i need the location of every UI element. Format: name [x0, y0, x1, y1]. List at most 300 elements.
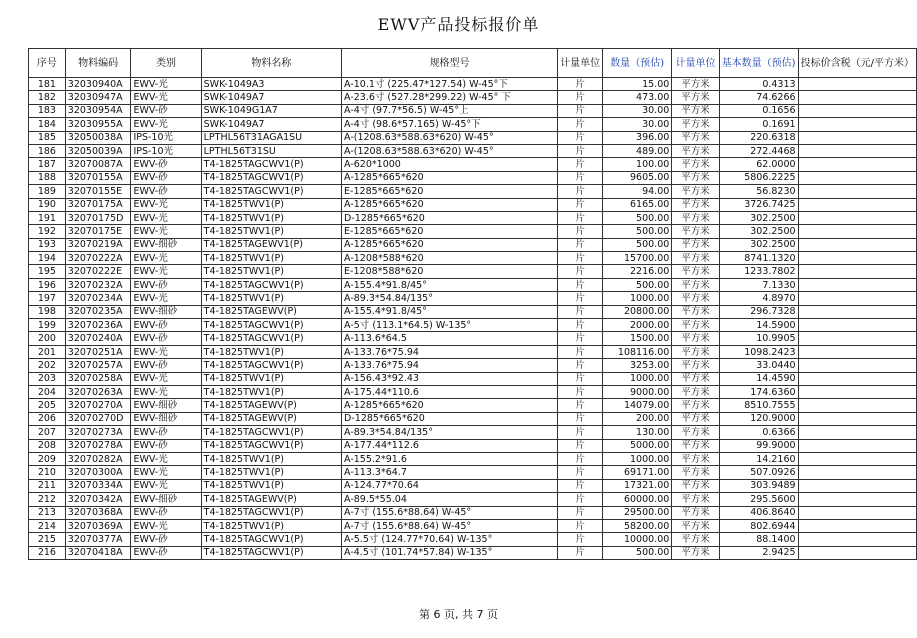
header-material-code: 物料编码 [65, 49, 131, 78]
cell-spec: A-4寸 (97.7*56.5) W-45°上 [342, 104, 558, 117]
table-row [29, 158, 917, 171]
cell-bid-price [798, 104, 916, 117]
cell-material-name: T4-1825TAGCWV1(P) [201, 319, 341, 332]
cell-unit: 片 [558, 546, 603, 559]
cell-unit: 片 [558, 171, 603, 184]
cell-base-quantity: 56.8230 [719, 185, 798, 198]
cell-material-name: T4-1825TAGCWV1(P) [201, 359, 341, 372]
table-row [29, 479, 917, 492]
cell-unit: 片 [558, 332, 603, 345]
table-row [29, 171, 917, 184]
cell-measure-unit: 平方米 [672, 319, 719, 332]
cell-unit: 片 [558, 118, 603, 131]
cell-material-name: T4-1825TAGEWV(P) [201, 412, 341, 425]
cell-bid-price [798, 466, 916, 479]
cell-spec: A-113.6*64.5 [342, 332, 558, 345]
cell-material-code: 32070251A [65, 345, 131, 358]
cell-seq: 205 [29, 399, 66, 412]
header-material-name: 物料名称 [201, 49, 341, 78]
cell-seq: 192 [29, 225, 66, 238]
cell-measure-unit: 平方米 [672, 359, 719, 372]
cell-seq: 209 [29, 452, 66, 465]
cell-category: EWV-砂 [131, 506, 201, 519]
cell-material-name: T4-1825TWV1(P) [201, 479, 341, 492]
cell-quantity: 60000.00 [603, 493, 672, 506]
cell-base-quantity: 14.4590 [719, 372, 798, 385]
table-row [29, 493, 917, 506]
cell-bid-price [798, 185, 916, 198]
cell-spec: A-175.44*110.6 [342, 385, 558, 398]
cell-category: EWV-细砂 [131, 493, 201, 506]
table-row [29, 533, 917, 546]
cell-category: EWV-砂 [131, 278, 201, 291]
cell-quantity: 489.00 [603, 144, 672, 157]
cell-quantity: 94.00 [603, 185, 672, 198]
cell-spec: A-113.3*64.7 [342, 466, 558, 479]
cell-material-name: SWK-1049G1A7 [201, 104, 341, 117]
cell-measure-unit: 平方米 [672, 412, 719, 425]
table-row [29, 292, 917, 305]
cell-material-name: T4-1825TAGCWV1(P) [201, 332, 341, 345]
cell-material-name: T4-1825TWV1(P) [201, 452, 341, 465]
table-row [29, 211, 917, 224]
header-category: 类别 [131, 49, 201, 78]
cell-base-quantity: 296.7328 [719, 305, 798, 318]
cell-material-code: 32070235A [65, 305, 131, 318]
table-row [29, 78, 917, 91]
cell-quantity: 108116.00 [603, 345, 672, 358]
table-row [29, 385, 917, 398]
cell-bid-price [798, 238, 916, 251]
cell-material-code: 32070222E [65, 265, 131, 278]
cell-material-name: LPTHL56T31SU [201, 144, 341, 157]
cell-material-name: T4-1825TAGCWV1(P) [201, 439, 341, 452]
table-row [29, 412, 917, 425]
cell-spec: A-133.76*75.94 [342, 359, 558, 372]
cell-seq: 199 [29, 319, 66, 332]
cell-material-name: T4-1825TAGEWV1(P) [201, 238, 341, 251]
cell-spec: A-89.3*54.84/135° [342, 426, 558, 439]
cell-bid-price [798, 506, 916, 519]
cell-seq: 191 [29, 211, 66, 224]
cell-material-name: T4-1825TWV1(P) [201, 345, 341, 358]
cell-quantity: 200.00 [603, 412, 672, 425]
cell-measure-unit: 平方米 [672, 533, 719, 546]
cell-quantity: 9605.00 [603, 171, 672, 184]
cell-measure-unit: 平方米 [672, 385, 719, 398]
cell-measure-unit: 平方米 [672, 265, 719, 278]
cell-category: EWV-光 [131, 452, 201, 465]
page-footer: 第 6 页, 共 7 页 [419, 608, 498, 621]
cell-material-code: 32030940A [65, 78, 131, 91]
cell-category: EWV-光 [131, 265, 201, 278]
cell-material-code: 32070087A [65, 158, 131, 171]
cell-material-code: 32070232A [65, 278, 131, 291]
cell-quantity: 29500.00 [603, 506, 672, 519]
cell-unit: 片 [558, 278, 603, 291]
cell-material-name: T4-1825TWV1(P) [201, 292, 341, 305]
header-base-quantity: 基本数量（预估) [719, 49, 798, 78]
cell-measure-unit: 平方米 [672, 185, 719, 198]
cell-measure-unit: 平方米 [672, 305, 719, 318]
table-row [29, 519, 917, 532]
cell-spec: D-1285*665*620 [342, 412, 558, 425]
cell-seq: 186 [29, 144, 66, 157]
cell-seq: 204 [29, 385, 66, 398]
cell-category: EWV-砂 [131, 426, 201, 439]
table-body [29, 78, 917, 560]
cell-unit: 片 [558, 519, 603, 532]
cell-measure-unit: 平方米 [672, 198, 719, 211]
cell-spec: A-(1208.63*588.63*620) W-45° [342, 131, 558, 144]
cell-seq: 195 [29, 265, 66, 278]
cell-measure-unit: 平方米 [672, 332, 719, 345]
cell-bid-price [798, 372, 916, 385]
cell-material-code: 32070175D [65, 211, 131, 224]
cell-base-quantity: 5806.2225 [719, 171, 798, 184]
cell-material-code: 32030947A [65, 91, 131, 104]
cell-bid-price [798, 426, 916, 439]
cell-bid-price [798, 345, 916, 358]
cell-bid-price [798, 479, 916, 492]
cell-quantity: 5000.00 [603, 439, 672, 452]
cell-bid-price [798, 131, 916, 144]
cell-bid-price [798, 359, 916, 372]
cell-bid-price [798, 399, 916, 412]
table-row [29, 466, 917, 479]
cell-base-quantity: 1233.7802 [719, 265, 798, 278]
cell-unit: 片 [558, 399, 603, 412]
cell-category: IPS-10光 [131, 144, 201, 157]
cell-base-quantity: 174.6360 [719, 385, 798, 398]
cell-material-code: 32070258A [65, 372, 131, 385]
cell-quantity: 2216.00 [603, 265, 672, 278]
cell-material-code: 32030954A [65, 104, 131, 117]
header-unit: 计量单位 [558, 49, 603, 78]
cell-base-quantity: 272.4468 [719, 144, 798, 157]
cell-quantity: 1000.00 [603, 292, 672, 305]
cell-unit: 片 [558, 238, 603, 251]
cell-unit: 片 [558, 211, 603, 224]
table-row [29, 104, 917, 117]
table-row [29, 506, 917, 519]
cell-category: EWV-砂 [131, 171, 201, 184]
cell-measure-unit: 平方米 [672, 292, 719, 305]
cell-material-code: 32070334A [65, 479, 131, 492]
cell-material-code: 32070175E [65, 225, 131, 238]
cell-spec: A-10.1寸 (225.47*127.54) W-45°下 [342, 78, 558, 91]
cell-seq: 203 [29, 372, 66, 385]
cell-spec: A-1285*665*620 [342, 171, 558, 184]
cell-bid-price [798, 252, 916, 265]
cell-material-code: 32070342A [65, 493, 131, 506]
cell-material-code: 32070377A [65, 533, 131, 546]
cell-quantity: 10000.00 [603, 533, 672, 546]
cell-measure-unit: 平方米 [672, 211, 719, 224]
cell-base-quantity: 10.9905 [719, 332, 798, 345]
cell-base-quantity: 302.2500 [719, 225, 798, 238]
cell-base-quantity: 74.6266 [719, 91, 798, 104]
cell-quantity: 1000.00 [603, 372, 672, 385]
cell-seq: 198 [29, 305, 66, 318]
cell-category: EWV-砂 [131, 158, 201, 171]
header-spec: 规格型号 [342, 49, 558, 78]
table-row [29, 452, 917, 465]
cell-bid-price [798, 78, 916, 91]
cell-material-name: T4-1825TAGCWV1(P) [201, 546, 341, 559]
cell-material-code: 32070155A [65, 171, 131, 184]
table-row [29, 359, 917, 372]
cell-category: EWV-砂 [131, 319, 201, 332]
cell-spec: A-177.44*112.6 [342, 439, 558, 452]
cell-measure-unit: 平方米 [672, 225, 719, 238]
cell-quantity: 9000.00 [603, 385, 672, 398]
cell-base-quantity: 14.2160 [719, 452, 798, 465]
cell-base-quantity: 0.4313 [719, 78, 798, 91]
cell-base-quantity: 295.5600 [719, 493, 798, 506]
cell-category: EWV-光 [131, 211, 201, 224]
cell-category: EWV-砂 [131, 533, 201, 546]
cell-quantity: 500.00 [603, 238, 672, 251]
cell-spec: A-1285*665*620 [342, 198, 558, 211]
cell-spec: E-1285*665*620 [342, 225, 558, 238]
cell-seq: 215 [29, 533, 66, 546]
cell-category: EWV-光 [131, 466, 201, 479]
cell-material-code: 32070368A [65, 506, 131, 519]
cell-quantity: 30.00 [603, 104, 672, 117]
table-row [29, 399, 917, 412]
cell-material-name: SWK-1049A7 [201, 91, 341, 104]
cell-spec: A-89.3*54.84/135° [342, 292, 558, 305]
cell-category: EWV-光 [131, 91, 201, 104]
cell-seq: 184 [29, 118, 66, 131]
cell-bid-price [798, 211, 916, 224]
table-row [29, 278, 917, 291]
cell-measure-unit: 平方米 [672, 171, 719, 184]
cell-seq: 183 [29, 104, 66, 117]
cell-seq: 182 [29, 91, 66, 104]
cell-base-quantity: 802.6944 [719, 519, 798, 532]
cell-measure-unit: 平方米 [672, 278, 719, 291]
cell-quantity: 1500.00 [603, 332, 672, 345]
cell-material-name: LPTHL56T31AGA1SU [201, 131, 341, 144]
cell-unit: 片 [558, 144, 603, 157]
cell-bid-price [798, 493, 916, 506]
cell-bid-price [798, 546, 916, 559]
cell-spec: A-23.6寸 (527.28*299.22) W-45° 下 [342, 91, 558, 104]
cell-spec: A-7寸 (155.6*88.64) W-45° [342, 519, 558, 532]
cell-category: EWV-砂 [131, 185, 201, 198]
cell-base-quantity: 302.2500 [719, 238, 798, 251]
cell-category: EWV-光 [131, 385, 201, 398]
cell-base-quantity: 0.1656 [719, 104, 798, 117]
header-bid-price: 投标价含税（元/平方米） [798, 49, 916, 78]
cell-material-name: T4-1825TAGCWV1(P) [201, 158, 341, 171]
cell-base-quantity: 4.8970 [719, 292, 798, 305]
cell-material-name: T4-1825TAGCWV1(P) [201, 278, 341, 291]
cell-category: EWV-细砂 [131, 399, 201, 412]
table-row [29, 198, 917, 211]
cell-seq: 202 [29, 359, 66, 372]
cell-material-code: 32070369A [65, 519, 131, 532]
cell-spec: A-5寸 (113.1*64.5) W-135° [342, 319, 558, 332]
cell-category: EWV-细砂 [131, 412, 201, 425]
cell-seq: 216 [29, 546, 66, 559]
cell-bid-price [798, 225, 916, 238]
cell-unit: 片 [558, 412, 603, 425]
header-measure-unit: 计量单位 [672, 49, 719, 78]
cell-spec: A-1285*665*620 [342, 238, 558, 251]
cell-bid-price [798, 278, 916, 291]
cell-seq: 208 [29, 439, 66, 452]
cell-bid-price [798, 305, 916, 318]
table-row [29, 305, 917, 318]
cell-spec: A-155.4*91.8/45° [342, 305, 558, 318]
cell-unit: 片 [558, 104, 603, 117]
cell-quantity: 100.00 [603, 158, 672, 171]
cell-quantity: 396.00 [603, 131, 672, 144]
cell-unit: 片 [558, 131, 603, 144]
cell-measure-unit: 平方米 [672, 118, 719, 131]
cell-seq: 201 [29, 345, 66, 358]
cell-material-name: T4-1825TWV1(P) [201, 225, 341, 238]
cell-base-quantity: 406.8640 [719, 506, 798, 519]
cell-unit: 片 [558, 493, 603, 506]
cell-bid-price [798, 265, 916, 278]
cell-measure-unit: 平方米 [672, 519, 719, 532]
cell-base-quantity: 0.6366 [719, 426, 798, 439]
cell-category: EWV-光 [131, 479, 201, 492]
cell-measure-unit: 平方米 [672, 91, 719, 104]
cell-quantity: 473.00 [603, 91, 672, 104]
table-row [29, 426, 917, 439]
cell-material-code: 32070219A [65, 238, 131, 251]
document-title: EWV产品投标报价单 [377, 15, 540, 34]
cell-bid-price [798, 91, 916, 104]
cell-quantity: 14079.00 [603, 399, 672, 412]
cell-category: EWV-砂 [131, 104, 201, 117]
cell-measure-unit: 平方米 [672, 104, 719, 117]
cell-unit: 片 [558, 78, 603, 91]
cell-bid-price [798, 332, 916, 345]
cell-seq: 194 [29, 252, 66, 265]
cell-bid-price [798, 519, 916, 532]
cell-base-quantity: 7.1330 [719, 278, 798, 291]
cell-category: IPS-10光 [131, 131, 201, 144]
header-quantity: 数量（预估) [603, 49, 672, 78]
cell-category: EWV-光 [131, 292, 201, 305]
cell-material-code: 32070282A [65, 452, 131, 465]
cell-material-code: 32070240A [65, 332, 131, 345]
cell-base-quantity: 62.0000 [719, 158, 798, 171]
table-row [29, 372, 917, 385]
cell-material-name: T4-1825TWV1(P) [201, 198, 341, 211]
cell-material-code: 32030955A [65, 118, 131, 131]
cell-quantity: 3253.00 [603, 359, 672, 372]
cell-base-quantity: 88.1400 [719, 533, 798, 546]
cell-bid-price [798, 144, 916, 157]
cell-bid-price [798, 452, 916, 465]
cell-material-code: 32070155E [65, 185, 131, 198]
cell-material-code: 32070263A [65, 385, 131, 398]
cell-seq: 206 [29, 412, 66, 425]
cell-quantity: 500.00 [603, 211, 672, 224]
cell-measure-unit: 平方米 [672, 506, 719, 519]
cell-base-quantity: 3726.7425 [719, 198, 798, 211]
cell-bid-price [798, 533, 916, 546]
cell-measure-unit: 平方米 [672, 238, 719, 251]
cell-base-quantity: 33.0440 [719, 359, 798, 372]
cell-bid-price [798, 158, 916, 171]
cell-spec: A-7寸 (155.6*88.64) W-45° [342, 506, 558, 519]
cell-quantity: 58200.00 [603, 519, 672, 532]
cell-spec: A-1285*665*620 [342, 399, 558, 412]
cell-category: EWV-光 [131, 345, 201, 358]
cell-material-code: 32050038A [65, 131, 131, 144]
header-seq: 序号 [29, 49, 66, 78]
cell-base-quantity: 99.9000 [719, 439, 798, 452]
cell-material-name: T4-1825TWV1(P) [201, 265, 341, 278]
cell-category: EWV-光 [131, 225, 201, 238]
cell-measure-unit: 平方米 [672, 479, 719, 492]
cell-measure-unit: 平方米 [672, 452, 719, 465]
cell-category: EWV-砂 [131, 332, 201, 345]
cell-unit: 片 [558, 319, 603, 332]
cell-material-name: T4-1825TAGCWV1(P) [201, 185, 341, 198]
cell-bid-price [798, 439, 916, 452]
table-row [29, 252, 917, 265]
cell-quantity: 500.00 [603, 225, 672, 238]
cell-bid-price [798, 118, 916, 131]
table-row [29, 131, 917, 144]
cell-base-quantity: 220.6318 [719, 131, 798, 144]
cell-seq: 214 [29, 519, 66, 532]
cell-bid-price [798, 292, 916, 305]
cell-seq: 185 [29, 131, 66, 144]
cell-material-name: SWK-1049A3 [201, 78, 341, 91]
cell-base-quantity: 14.5900 [719, 319, 798, 332]
cell-measure-unit: 平方米 [672, 399, 719, 412]
cell-unit: 片 [558, 466, 603, 479]
cell-material-code: 32070234A [65, 292, 131, 305]
table-row [29, 225, 917, 238]
table-row [29, 546, 917, 559]
cell-material-name: T4-1825TWV1(P) [201, 372, 341, 385]
cell-category: EWV-细砂 [131, 305, 201, 318]
cell-material-name: T4-1825TAGCWV1(P) [201, 506, 341, 519]
cell-seq: 211 [29, 479, 66, 492]
cell-seq: 188 [29, 171, 66, 184]
cell-bid-price [798, 319, 916, 332]
cell-seq: 210 [29, 466, 66, 479]
cell-seq: 197 [29, 292, 66, 305]
cell-seq: 189 [29, 185, 66, 198]
cell-base-quantity: 8510.7555 [719, 399, 798, 412]
cell-quantity: 2000.00 [603, 319, 672, 332]
cell-spec: A-4.5寸 (101.74*57.84) W-135° [342, 546, 558, 559]
cell-measure-unit: 平方米 [672, 372, 719, 385]
cell-measure-unit: 平方米 [672, 144, 719, 157]
cell-material-code: 32070278A [65, 439, 131, 452]
cell-measure-unit: 平方米 [672, 426, 719, 439]
cell-quantity: 69171.00 [603, 466, 672, 479]
cell-unit: 片 [558, 385, 603, 398]
cell-material-code: 32070270A [65, 399, 131, 412]
cell-base-quantity: 507.0926 [719, 466, 798, 479]
cell-category: EWV-光 [131, 198, 201, 211]
cell-base-quantity: 0.1691 [719, 118, 798, 131]
cell-base-quantity: 8741.1320 [719, 252, 798, 265]
